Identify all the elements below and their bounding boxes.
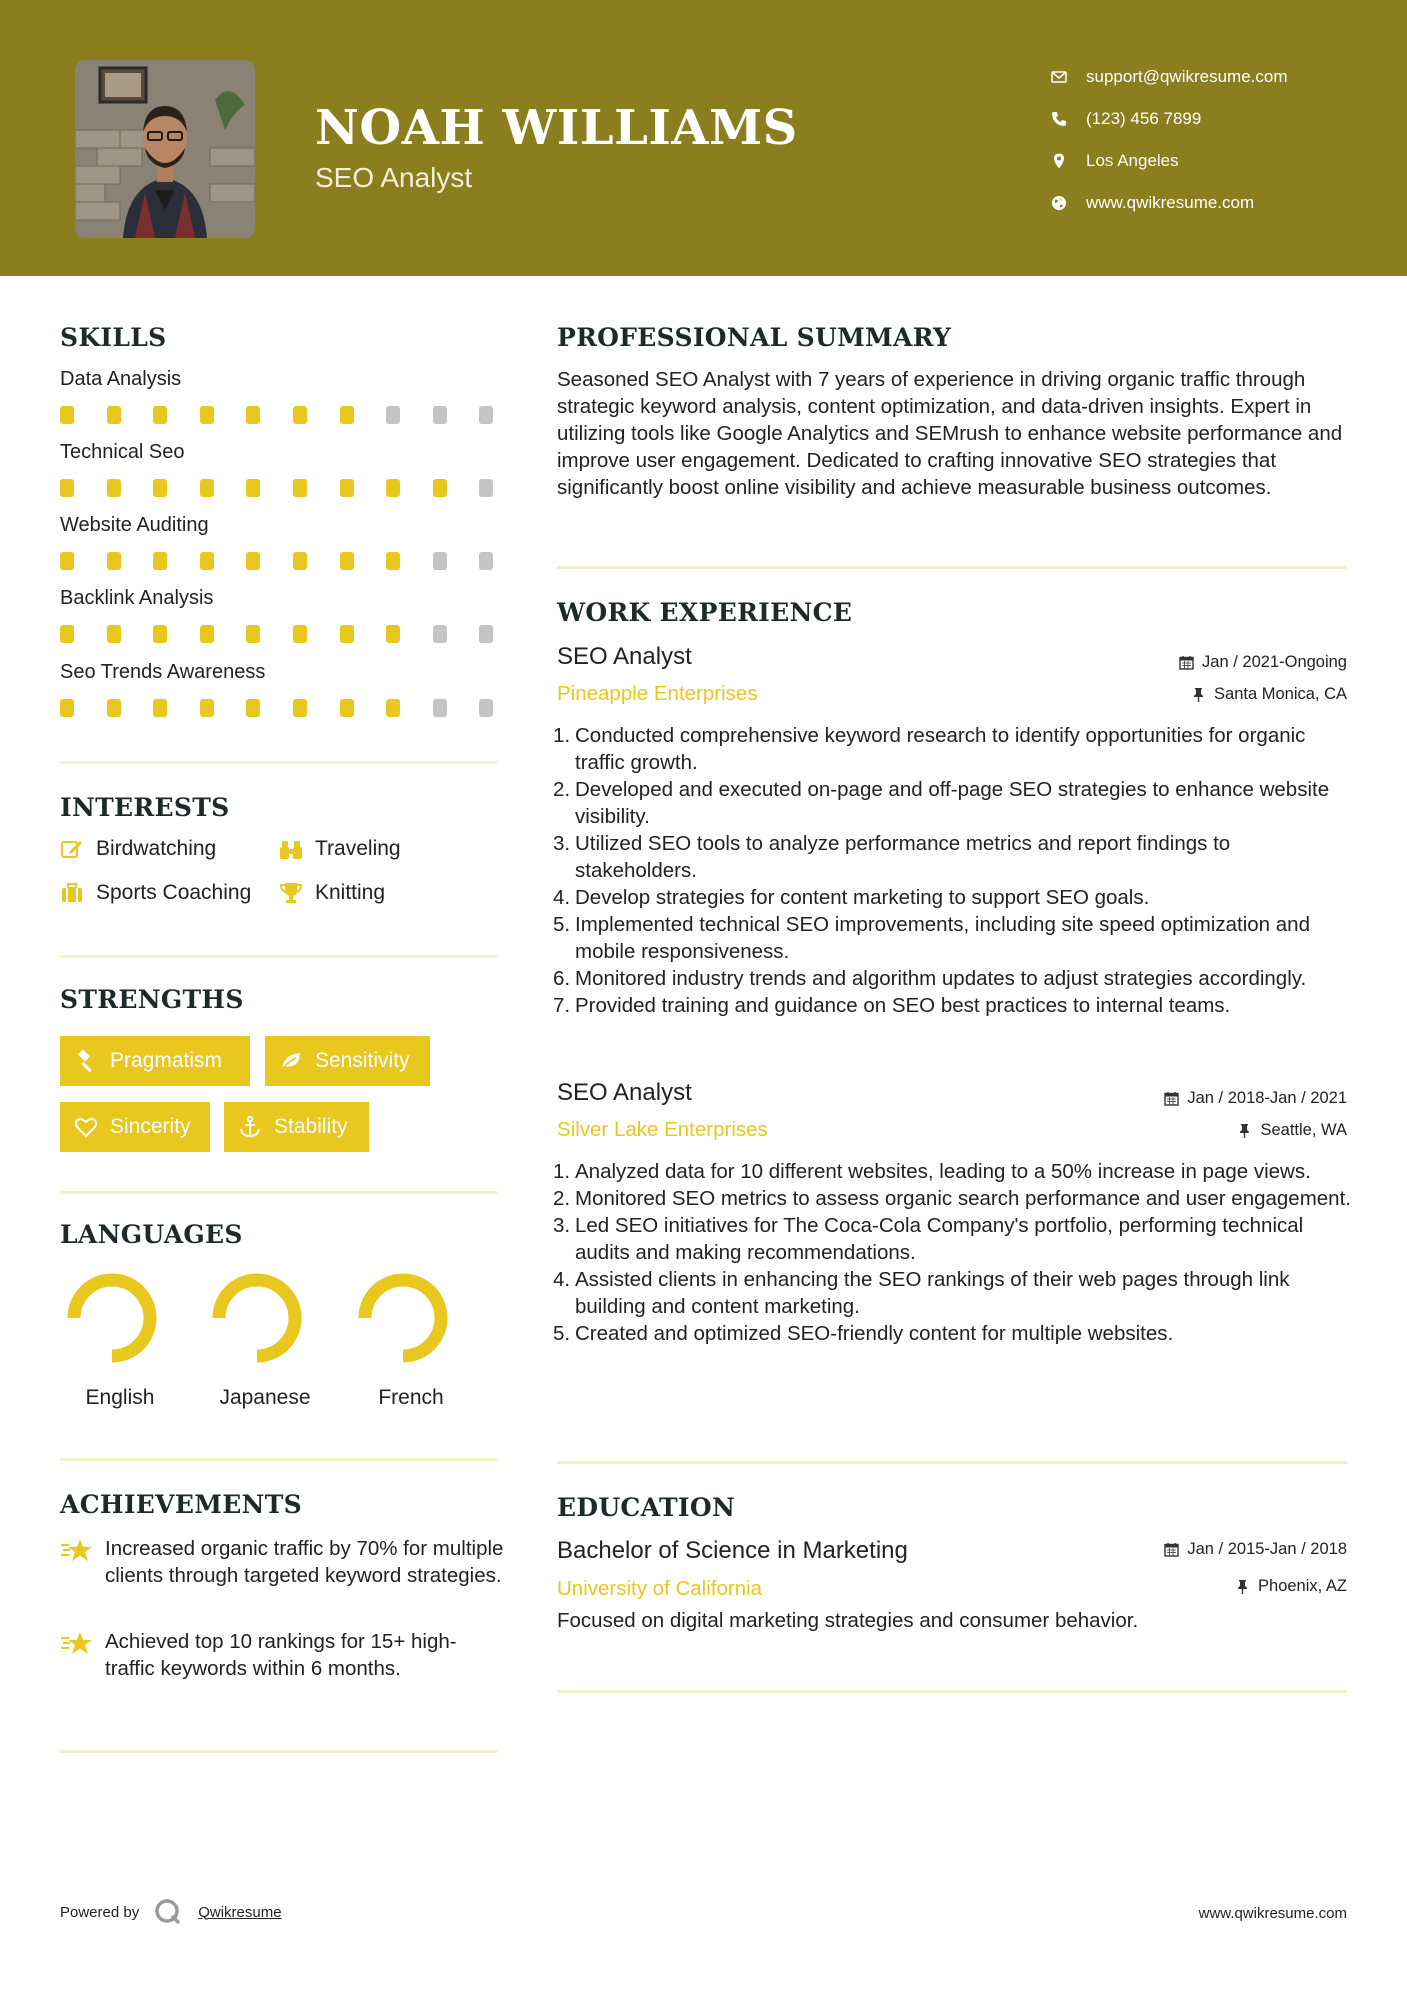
responsibility-item: 5. Implemented technical SEO improvements, including site speed optimization and mobile responsiveness. xyxy=(553,913,1310,963)
candidate-role: SEO Analyst xyxy=(315,162,473,193)
calendar-icon xyxy=(1179,655,1194,670)
skill-dot-filled xyxy=(153,406,167,424)
section-divider xyxy=(60,1458,497,1461)
header-banner xyxy=(0,0,1407,276)
responsibility-item: 1. Analyzed data for 10 different websites, leading to a 50% increase in page views. xyxy=(553,1160,1311,1183)
skill-dot-filled xyxy=(153,479,167,497)
strength-label: Pragmatism xyxy=(110,1049,223,1072)
contact-phone[interactable] xyxy=(1050,98,1288,140)
degree-title: Bachelor of Science in Marketing xyxy=(557,1537,908,1564)
responsibility-item: 3. Utilized SEO tools to analyze performance metrics and report findings to stakeholders. xyxy=(553,832,1231,882)
interest-label: Traveling xyxy=(315,837,401,860)
skill-name: Seo Trends Awareness xyxy=(60,661,266,683)
briefcase-icon xyxy=(60,881,84,905)
achievement-text: Increased organic traffic by 70% for multiple clients through targeted keyword strategies. xyxy=(105,1537,504,1587)
contact-email[interactable] xyxy=(1050,56,1288,98)
skill-dot-empty xyxy=(479,479,493,497)
education-dates xyxy=(1164,1540,1347,1559)
strength-badge xyxy=(60,1102,210,1152)
responsibility-item: 1. Conducted comprehensive keyword research to identify opportunities for organic traffic growth. xyxy=(553,724,1306,774)
contact-list xyxy=(1050,56,1288,224)
skill-dot-filled xyxy=(60,479,74,497)
interests-heading: INTERESTS xyxy=(60,793,230,822)
job-title: SEO Analyst xyxy=(557,643,692,670)
responsibility-item: 5. Created and optimized SEO-friendly content for multiple websites. xyxy=(553,1322,1174,1345)
skill-name: Website Auditing xyxy=(60,514,209,536)
interest-item xyxy=(279,881,385,905)
section-divider xyxy=(557,566,1347,569)
responsibility-item: 2. Developed and executed on-page and off-page SEO strategies to enhance website visibility. xyxy=(553,778,1330,828)
calendar-icon xyxy=(1164,1091,1179,1106)
skill-dot-filled xyxy=(246,552,260,570)
achievements-heading: ACHIEVEMENTS xyxy=(60,1490,302,1519)
interest-item xyxy=(60,837,216,861)
skill-name: Backlink Analysis xyxy=(60,587,214,609)
skills-heading: SKILLS xyxy=(60,323,167,352)
skill-dot-filled xyxy=(340,699,354,717)
strength-label: Sincerity xyxy=(110,1115,191,1138)
skill-dot-filled xyxy=(386,699,400,717)
company-name: Silver Lake Enterprises xyxy=(557,1118,768,1141)
skill-dot-filled xyxy=(107,699,121,717)
education-location-text: Phoenix, AZ xyxy=(1258,1577,1347,1595)
skill-dot-filled xyxy=(293,552,307,570)
job-location xyxy=(1191,685,1347,704)
skill-dot-empty xyxy=(433,699,447,717)
section-divider xyxy=(557,1690,1347,1693)
calendar-icon xyxy=(1164,1542,1179,1557)
skill-rating xyxy=(60,625,500,643)
achievement-text: Achieved top 10 rankings for 15+ high-traffic keywords within 6 months. xyxy=(105,1630,457,1680)
pushpin-icon xyxy=(1191,687,1206,702)
leaf-icon xyxy=(279,1049,303,1073)
skill-dot-filled xyxy=(293,479,307,497)
skill-rating xyxy=(60,406,500,424)
strengths-heading: STRENGTHS xyxy=(60,985,244,1014)
skill-dot-filled xyxy=(340,625,354,643)
skill-dot-filled xyxy=(386,552,400,570)
interest-label: Knitting xyxy=(315,881,386,904)
anchor-icon xyxy=(238,1115,262,1139)
contact-email-text: support@qwikresume.com xyxy=(1086,67,1288,86)
skill-dot-filled xyxy=(60,406,74,424)
section-divider xyxy=(60,1750,497,1753)
skill-dot-filled xyxy=(386,625,400,643)
skill-dot-filled xyxy=(200,406,214,424)
footer-branding xyxy=(60,1897,282,1927)
skill-dot-filled xyxy=(107,625,121,643)
skill-rating xyxy=(60,552,500,570)
job-location-text: Seattle, WA xyxy=(1260,1121,1347,1139)
skill-dot-empty xyxy=(479,625,493,643)
contact-location-text: Los Angeles xyxy=(1086,151,1179,170)
skill-name: Data Analysis xyxy=(60,368,182,390)
responsibility-item: 7. Provided training and guidance on SEO best practices to internal teams. xyxy=(553,994,1231,1017)
language-ring xyxy=(74,1280,150,1356)
pushpin-icon xyxy=(1235,1579,1250,1594)
skill-dot-filled xyxy=(293,406,307,424)
phone-icon xyxy=(1050,110,1068,128)
job-dates xyxy=(1164,1089,1347,1108)
job-responsibilities xyxy=(553,722,1357,1019)
gavel-icon xyxy=(74,1049,98,1073)
contact-phone-text: (123) 456 7899 xyxy=(1086,109,1202,128)
skill-dot-empty xyxy=(479,406,493,424)
powered-by-text: Powered by xyxy=(60,1903,140,1921)
responsibility-item: 6. Monitored industry trends and algorithm updates to adjust strategies accordingly. xyxy=(553,967,1307,990)
language-ring xyxy=(365,1280,441,1356)
language-name: Japanese xyxy=(219,1386,311,1409)
profile-photo xyxy=(75,60,255,238)
skill-dot-filled xyxy=(153,552,167,570)
interest-label: Sports Coaching xyxy=(96,881,252,904)
interest-label: Birdwatching xyxy=(96,837,217,860)
interest-item xyxy=(60,881,251,905)
trophy-icon xyxy=(279,881,303,905)
skill-dot-filled xyxy=(107,479,121,497)
heart-icon xyxy=(74,1115,98,1139)
section-divider xyxy=(60,1191,497,1194)
skill-dot-filled xyxy=(246,406,260,424)
envelope-icon xyxy=(1050,68,1068,86)
skill-dot-empty xyxy=(386,406,400,424)
skill-dot-filled xyxy=(200,625,214,643)
skill-dot-filled xyxy=(340,479,354,497)
job-location-text: Santa Monica, CA xyxy=(1214,685,1347,703)
skill-dot-filled xyxy=(200,552,214,570)
star-icon xyxy=(60,1630,94,1658)
contact-website-text: www.qwikresume.com xyxy=(1086,193,1255,212)
qwikresume-logo-icon xyxy=(153,1897,183,1927)
skill-dot-filled xyxy=(200,479,214,497)
section-divider xyxy=(60,955,497,958)
skill-dot-filled xyxy=(340,406,354,424)
education-heading: EDUCATION xyxy=(557,1493,736,1522)
skill-dot-filled xyxy=(386,479,400,497)
education-description: Focused on digital marketing strategies and consumer behavior. xyxy=(557,1609,1139,1632)
skill-dot-empty xyxy=(433,625,447,643)
job-dates xyxy=(1179,653,1347,672)
job-title: SEO Analyst xyxy=(557,1079,692,1106)
skill-dot-filled xyxy=(60,625,74,643)
pushpin-icon xyxy=(1237,1123,1252,1138)
skill-dot-filled xyxy=(246,699,260,717)
responsibility-item: 4. Develop strategies for content marketing to support SEO goals. xyxy=(553,886,1150,909)
skill-dot-filled xyxy=(107,552,121,570)
school-name: University of California xyxy=(557,1577,763,1600)
job-responsibilities xyxy=(553,1158,1357,1347)
skill-dot-empty xyxy=(479,699,493,717)
star-icon xyxy=(60,1537,94,1565)
footer-website[interactable]: www.qwikresume.com xyxy=(1198,1905,1347,1922)
education-location xyxy=(1235,1577,1347,1596)
experience-heading: WORK EXPERIENCE xyxy=(557,598,853,627)
skill-rating xyxy=(60,699,500,717)
summary-text: Seasoned SEO Analyst with 7 years of experience in driving organic traffic through strategic keyword analysis, content optimization, and data-driven insights. Expert in utilizing tools like Google Analytics and SEMrush to enhance website performance and improve user engagement. Dedicated to crafting innovative SEO strategies that significantly boost online visibility and achieve measurable business outcomes. xyxy=(557,368,1343,499)
skill-dot-filled xyxy=(433,479,447,497)
skill-dot-empty xyxy=(433,552,447,570)
language-name: French xyxy=(378,1386,444,1409)
job-dates-text: Jan / 2018-Jan / 2021 xyxy=(1187,1089,1347,1107)
skill-dot-filled xyxy=(153,699,167,717)
skill-dot-filled xyxy=(246,479,260,497)
responsibility-item: 3. Led SEO initiatives for The Coca-Cola Company's portfolio, performing technical audits and making recommendations. xyxy=(553,1214,1304,1264)
skill-dot-empty xyxy=(433,406,447,424)
skill-dot-filled xyxy=(153,625,167,643)
skill-dot-filled xyxy=(60,699,74,717)
language-ring xyxy=(219,1280,295,1356)
strength-label: Stability xyxy=(274,1115,348,1138)
map-pin-icon xyxy=(1050,152,1068,170)
education-dates-text: Jan / 2015-Jan / 2018 xyxy=(1187,1540,1347,1558)
skill-rating xyxy=(60,479,500,497)
brand-link[interactable]: Qwikresume xyxy=(198,1903,282,1921)
language-name: English xyxy=(85,1386,155,1409)
skill-dot-filled xyxy=(293,699,307,717)
skill-dot-filled xyxy=(246,625,260,643)
responsibility-item: 4. Assisted clients in enhancing the SEO rankings of their web pages through link building and content marketing. xyxy=(553,1268,1290,1318)
candidate-name: NOAH WILLIAMS xyxy=(315,100,798,156)
job-location xyxy=(1237,1121,1347,1140)
strength-label: Sensitivity xyxy=(315,1049,410,1072)
responsibility-item: 2. Monitored SEO metrics to assess organic search performance and user engagement. xyxy=(553,1187,1351,1210)
section-divider xyxy=(557,1461,1347,1464)
section-divider xyxy=(60,761,497,764)
contact-website[interactable] xyxy=(1050,182,1288,224)
strength-badge xyxy=(224,1102,369,1152)
skill-dot-filled xyxy=(200,699,214,717)
skill-dot-filled xyxy=(340,552,354,570)
skill-dot-filled xyxy=(60,552,74,570)
language-rings xyxy=(60,1270,500,1370)
skill-dot-filled xyxy=(293,625,307,643)
skill-dot-filled xyxy=(107,406,121,424)
skill-name: Technical Seo xyxy=(60,441,185,463)
globe-icon xyxy=(1050,194,1068,212)
binoculars-icon xyxy=(279,837,303,861)
job-dates-text: Jan / 2021-Ongoing xyxy=(1202,653,1347,671)
interest-item xyxy=(279,837,401,861)
skill-dot-empty xyxy=(479,552,493,570)
company-name: Pineapple Enterprises xyxy=(557,682,758,705)
contact-location xyxy=(1050,140,1288,182)
pencil-square-icon xyxy=(60,837,84,861)
languages-heading: LANGUAGES xyxy=(60,1220,243,1249)
strength-badge xyxy=(60,1036,250,1086)
summary-heading: PROFESSIONAL SUMMARY xyxy=(557,323,952,352)
strength-badge xyxy=(265,1036,430,1086)
